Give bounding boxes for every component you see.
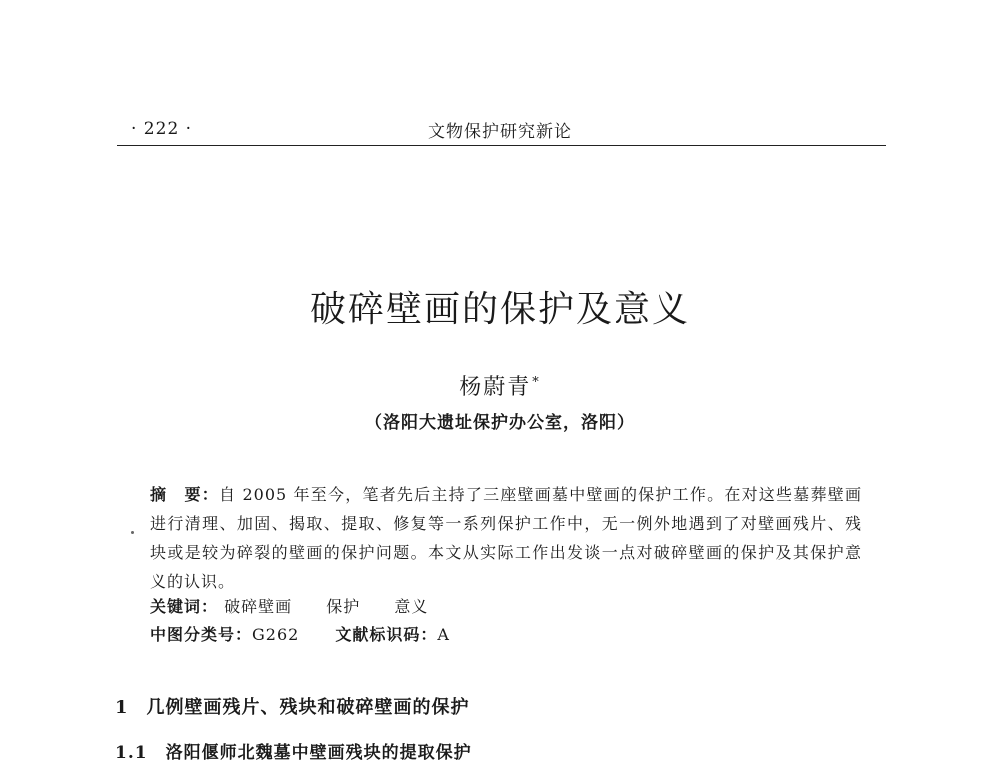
section-title: 几例壁画残片、残块和破碎壁画的保护 (146, 697, 470, 718)
abstract-label: 摘 要： (150, 485, 219, 504)
doc-code-label: 文献标识码： (335, 625, 438, 644)
section-number: 1 (115, 697, 129, 718)
page-number: · 222 · (131, 119, 193, 139)
doc-code-value: A (437, 625, 450, 644)
header-rule (117, 145, 886, 146)
author-name: 杨蔚青 (459, 375, 532, 400)
section-heading-1 (115, 693, 470, 719)
author-footnote-mark: * (532, 374, 541, 390)
author-line (0, 370, 1000, 401)
keywords-label: 关键词： (150, 597, 219, 616)
abstract-text: 自 2005 年至今，笔者先后主持了三座壁画墓中壁画的保护工作。在对这些墓葬壁画进行清理、加固、揭取、提取、修复等一系列保护工作中，无一例外地遇到了对壁画残片、残块或是较为碎裂的壁画的保护问题。本文从实际工作出发谈一点对破碎壁画的保护及其保护意义的认识。 (150, 485, 862, 591)
keyword-item: 破碎壁画 (224, 597, 293, 616)
keyword-item: 保护 (326, 597, 361, 616)
running-header-title: 文物保护研究新论 (428, 122, 572, 142)
clc-label: 中图分类号： (150, 625, 253, 644)
section-title: 洛阳偃师北魏墓中壁画残块的提取保护 (165, 743, 472, 763)
keywords-line (150, 594, 428, 617)
section-number: 1.1 (115, 743, 148, 763)
keyword-item: 意义 (394, 597, 429, 616)
author-affiliation: （洛阳大遗址保护办公室，洛阳） (365, 413, 635, 433)
section-heading-1-1 (115, 738, 472, 763)
scan-speck (131, 531, 134, 534)
article-title: 破碎壁画的保护及意义 (309, 289, 690, 330)
clc-value: G262 (252, 625, 300, 644)
abstract (150, 480, 862, 596)
classification-line (150, 622, 450, 645)
